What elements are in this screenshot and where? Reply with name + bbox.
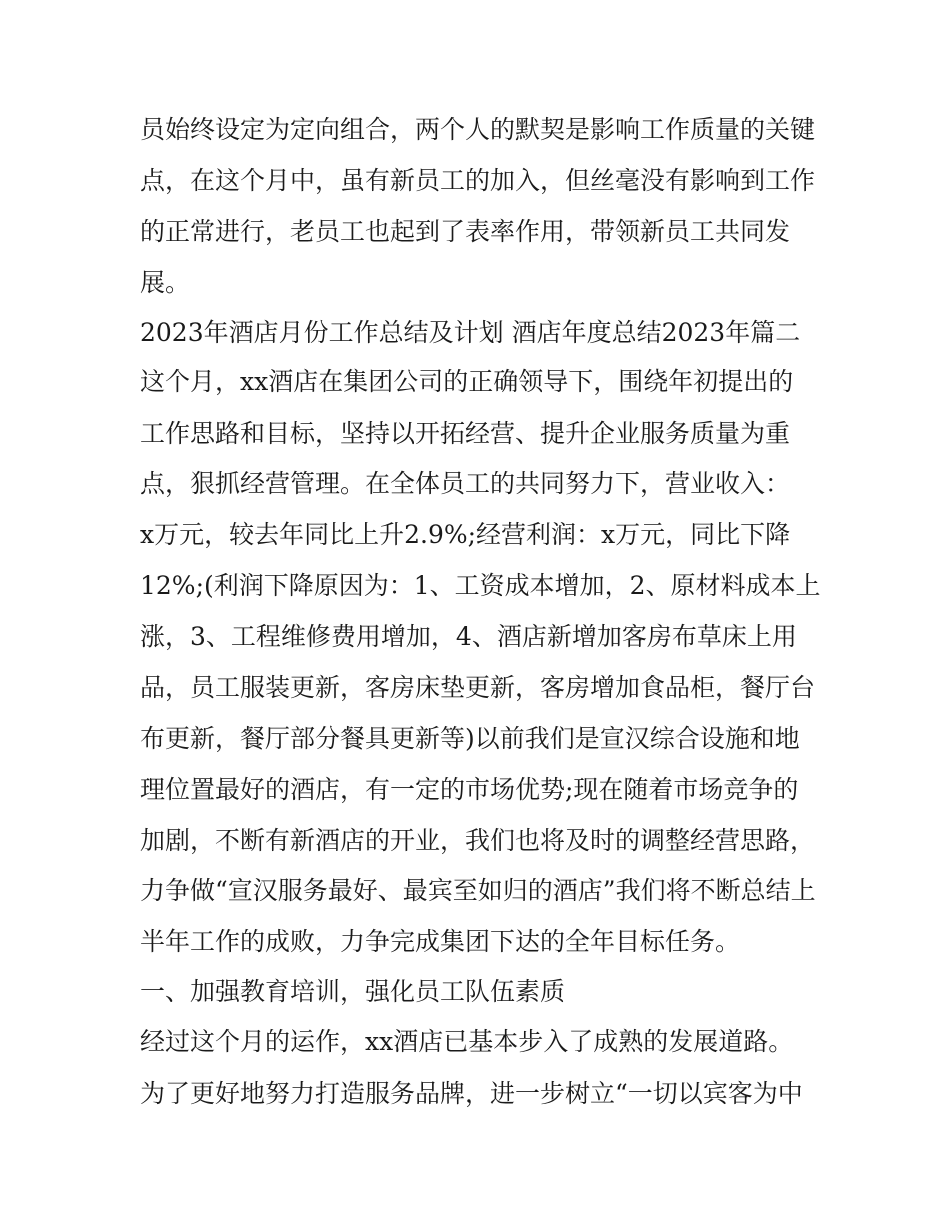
text-line: 点，在这个月中，虽有新员工的加入，但丝毫没有影响到工作: [140, 166, 816, 195]
text-line: 力争做“宣汉服务最好、最宾至如归的酒店”我们将不断总结上: [140, 876, 816, 905]
text-line: 点，狠抓经营管理。在全体员工的共同努力下，营业收入：: [140, 469, 791, 498]
section-heading: 一、加强教育培训，强化员工队伍素质: [140, 977, 566, 1006]
text-line: 理位置最好的酒店，有一定的市场优势;现在随着市场竞争的: [140, 775, 799, 804]
text-line: 这个月，xx酒店在集团公司的正确领导下，围绕年初提出的: [140, 367, 794, 396]
text-line: 涨，3、工程维修费用增加，4、酒店新增加客房布草床上用: [140, 622, 797, 651]
text-line: 经过这个月的运作，xx酒店已基本步入了成熟的发展道路。: [140, 1027, 794, 1056]
text-line: 12%;(利润下降原因为：1、工资成本增加，2、原材料成本上: [140, 571, 821, 600]
text-line: 品，员工服装更新，客房床垫更新，客房增加食品柜，餐厅台: [140, 673, 816, 702]
text-line: x万元，较去年同比上升2.9%;经营利润：x万元，同比下降: [140, 520, 791, 549]
section-heading: 2023年酒店月份工作总结及计划 酒店年度总结2023年篇二: [140, 318, 801, 347]
text-line: 展。: [140, 268, 191, 297]
text-line: 的正常进行，老员工也起到了表率作用，带领新员工共同发: [140, 217, 791, 246]
text-line: 半年工作的成败，力争完成集团下达的全年目标任务。: [140, 927, 741, 956]
text-line: 员始终设定为定向组合，两个人的默契是影响工作质量的关键: [140, 115, 816, 144]
text-line: 工作思路和目标，坚持以开拓经营、提升企业服务质量为重: [140, 419, 791, 448]
text-line: 加剧，不断有新酒店的开业，我们也将及时的调整经营思路，: [140, 826, 816, 855]
text-line: 布更新，餐厅部分餐具更新等)以前我们是宣汉综合设施和地: [140, 724, 800, 753]
text-line: 为了更好地努力打造服务品牌，进一步树立“一切以宾客为中: [140, 1079, 803, 1108]
